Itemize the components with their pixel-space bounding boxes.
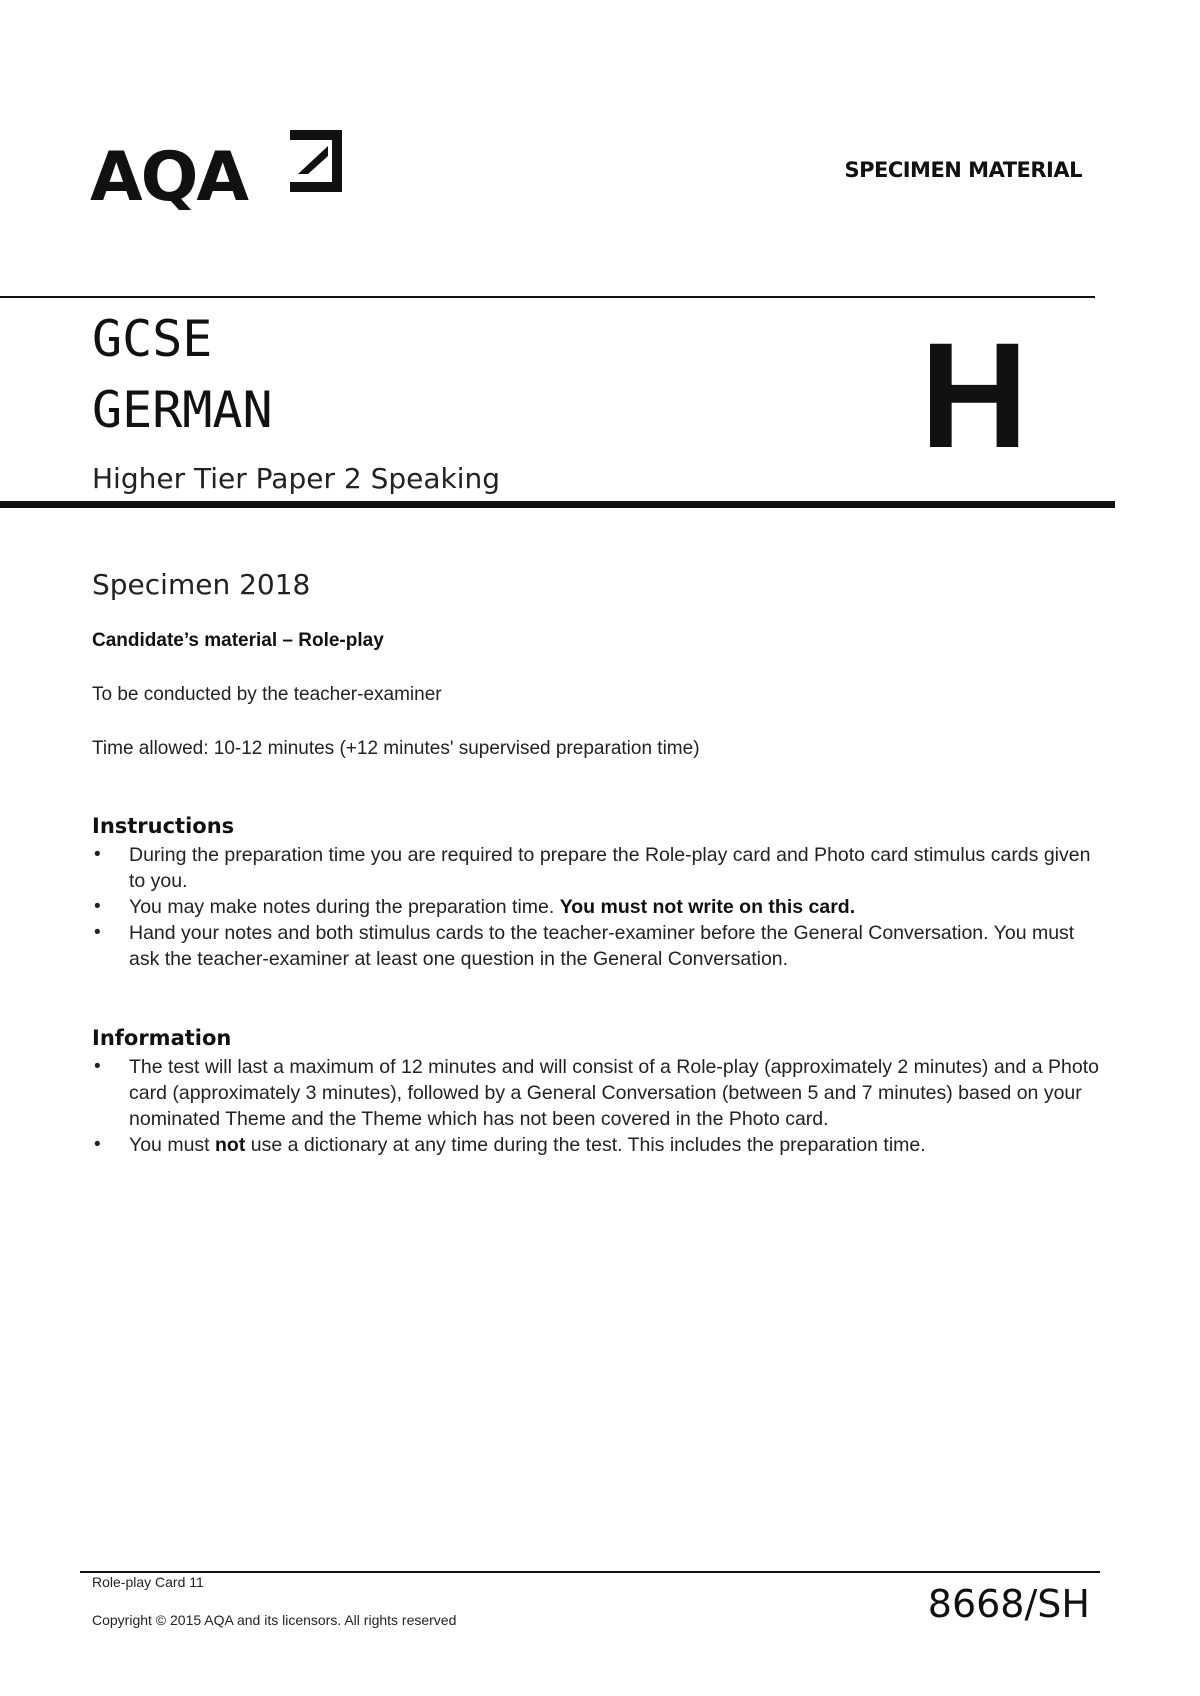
specimen-year: Specimen 2018 [92, 568, 311, 601]
tier-letter: H [920, 311, 1029, 479]
qualification-title: GCSE [92, 310, 213, 368]
header-divider [0, 296, 1095, 298]
information-list [92, 1054, 1102, 1158]
list-item: • During the preparation time you are required to prepare the Role-play card and Photo card stimulus cards given to you. [92, 842, 1102, 894]
list-item: • The test will last a maximum of 12 minutes and will consist of a Role-play (approximately 2 minutes) and a Photo card (approximately 3 minutes), followed by a General Conversation (between 5 and 7 minutes) based on your nominated Theme and the Theme which has not been covered in the Photo card. [92, 1054, 1102, 1132]
role-play-card-label: Role-play Card 11 [92, 1574, 204, 1590]
aqa-logo-mark-icon [290, 130, 342, 192]
copyright-notice: Copyright © 2015 AQA and its licensors. All rights reserved [92, 1612, 457, 1628]
conducted-by-text: To be conducted by the teacher-examiner [92, 684, 442, 705]
list-item: • You may make notes during the preparation time. You must not write on this card. [92, 894, 1102, 920]
specimen-material-tag: SPECIMEN MATERIAL [844, 158, 1082, 182]
aqa-logo [90, 130, 360, 230]
paper-code: 8668/SH [927, 1582, 1090, 1626]
instructions-heading: Instructions [92, 814, 235, 838]
subject-title: GERMAN [92, 381, 273, 439]
time-allowed-text: Time allowed: 10-12 minutes (+12 minutes' supervised preparation time) [92, 738, 700, 759]
candidate-material-label: Candidate’s material – Role-play [92, 630, 384, 651]
aqa-logo-text: AQA [90, 138, 248, 217]
instructions-list [92, 842, 1102, 972]
footer-divider [80, 1571, 1100, 1573]
list-item: • You must not use a dictionary at any time during the test. This includes the preparation time. [92, 1132, 1102, 1158]
list-item: • Hand your notes and both stimulus cards to the teacher-examiner before the General Conversation. You must ask the teacher-examiner at least one question in the General Conversation. [92, 920, 1102, 972]
title-divider [0, 501, 1115, 508]
paper-title: Higher Tier Paper 2 Speaking [92, 462, 501, 495]
information-heading: Information [92, 1026, 232, 1050]
